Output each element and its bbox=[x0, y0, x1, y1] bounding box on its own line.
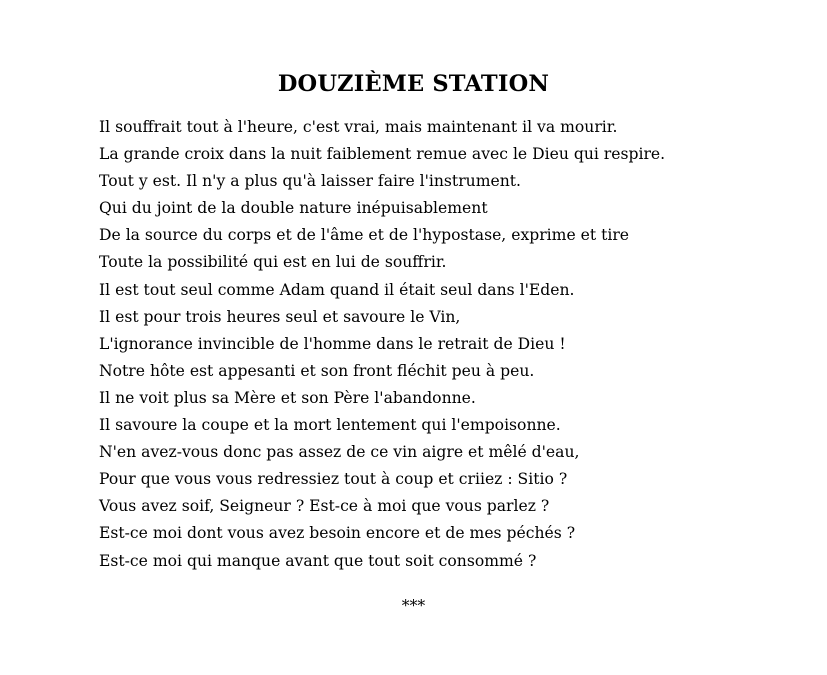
verse-line: Il souffrait tout à l'heure, c'est vrai, mais maintenant il va mourir. bbox=[99, 118, 618, 136]
section-separator: *** bbox=[401, 597, 426, 615]
verse-line: Est-ce moi qui manque avant que tout soit consommé ? bbox=[99, 551, 537, 570]
verse-line: Il est tout seul comme Adam quand il était seul dans l'Eden. bbox=[99, 280, 575, 299]
verse-line: N'en avez-vous donc pas assez de ce vin aigre et mêlé d'eau, bbox=[99, 443, 580, 462]
verse-line: Est-ce moi dont vous avez besoin encore et de mes péchés ? bbox=[99, 524, 576, 543]
verse-line: De la source du corps et de l'âme et de l'hypostase, exprime et tire bbox=[99, 226, 630, 245]
verse-line: Qui du joint de la double nature inépuisablement bbox=[99, 199, 488, 218]
verse-line: Toute la possibilité qui est en lui de souffrir. bbox=[99, 253, 447, 272]
verse-line: Il est pour trois heures seul et savoure le Vin, bbox=[99, 307, 461, 326]
verse-line: Pour que vous vous redressiez tout à coup et criiez : Sitio ? bbox=[99, 470, 568, 489]
verse-line: Il ne voit plus sa Mère et son Père l'abandonne. bbox=[99, 388, 476, 407]
verse-line: L'ignorance invincible de l'homme dans le retrait de Dieu ! bbox=[99, 334, 566, 353]
verse-line: Vous avez soif, Seigneur ? Est-ce à moi que vous parlez ? bbox=[99, 497, 550, 516]
verse-line: Il savoure la coupe et la mort lentement qui l'empoisonne. bbox=[99, 416, 561, 435]
verse-line: Notre hôte est appesanti et son front fléchit peu à peu. bbox=[99, 361, 535, 380]
verse-line: La grande croix dans la nuit faiblement remue avec le Dieu qui respire. bbox=[99, 145, 666, 164]
verse-line: Tout y est. Il n'y a plus qu'à laisser faire l'instrument. bbox=[99, 172, 521, 191]
page-title: DOUZIÈME STATION bbox=[277, 71, 550, 97]
poem-verses bbox=[99, 114, 799, 575]
